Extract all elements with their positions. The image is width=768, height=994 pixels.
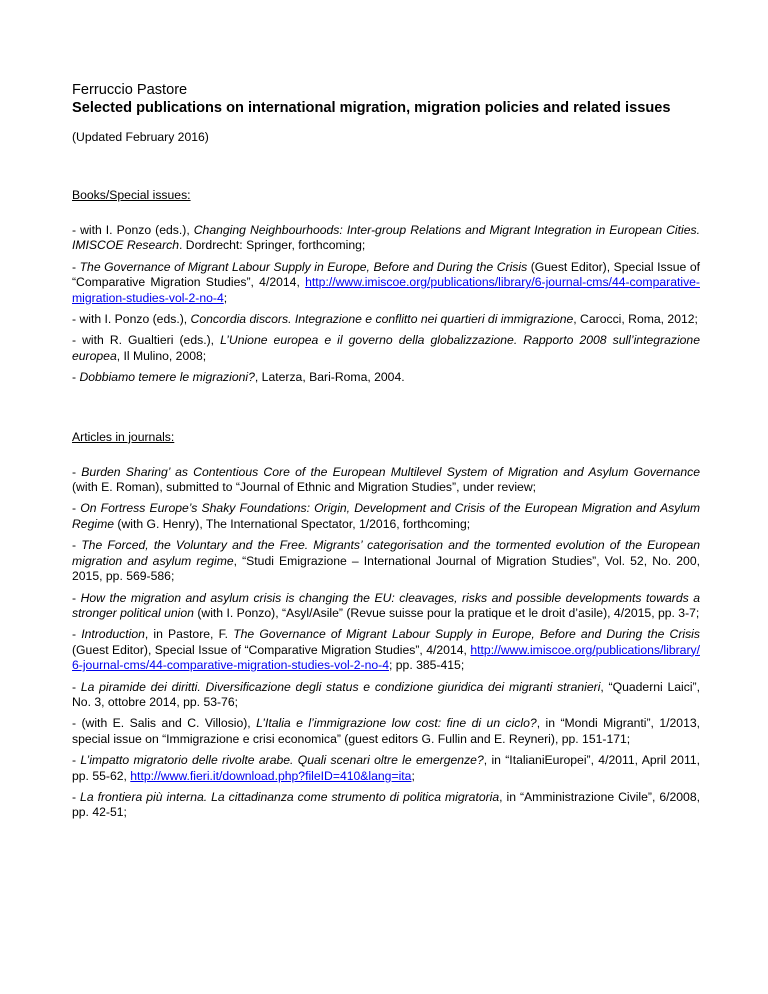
publication-title: On Fortress Europe’s Shaky Foundations: Origin, Development and Crisis of the European Migration and Asylum Regime [72,501,700,531]
section-heading-articles: Articles in journals: [72,429,175,444]
publication-text: - (with E. Salis and C. Villosio), [72,716,257,731]
publication-title: L’Unione europea e il governo della globalizzazione. Rapporto 2008 sull’integrazione europea [72,333,700,363]
publication-title: The Governance of Migrant Labour Supply in Europe, Before and During the Crisis [233,627,700,642]
publication-text: (Guest Editor), Special Issue of “Comparative Migration Studies”, 4/2014, [72,642,471,657]
publication-text: , Il Mulino, 2008; [116,348,207,363]
publication-link[interactable]: http://www.imiscoe.org/publications/library/6-journal-cms/44-comparative-migration-studies-vol-2-no-4 [72,275,700,305]
publication-link[interactable]: http://www.imiscoe.org/publications/library/6-journal-cms/44-comparative-migration-studies-vol-2-no-4 [72,642,700,673]
publication-title: La frontiera più interna. La cittadinanza come strumento di politica migratoria [80,789,500,804]
publication-text: - with R. Gualtieri (eds.), [72,333,221,348]
publication-entry [72,716,700,747]
update-note: (Updated February 2016) [72,130,209,144]
publication-text: - with I. Ponzo (eds.), [72,223,194,237]
publication-entry [72,538,700,584]
publication-text: , in “ItalianiEuropei”, 4/2011, April 2011, pp. 55-62, [72,753,700,783]
publication-entry [72,465,700,496]
publication-text: , Laterza, Bari-Roma, 2004. [254,370,405,385]
publication-text: . Dordrecht: Springer, forthcoming; [179,238,366,253]
publication-text: - [72,501,81,516]
publication-entry [72,627,700,673]
publication-text: ; [223,290,228,305]
publication-text: - [72,464,82,479]
publication-text: , “Quaderni Laici”, No. 3, ottobre 2014, pp. 53-76; [72,679,700,709]
publication-text: - [72,259,80,274]
publication-entry [72,333,700,364]
publication-text: (Guest Editor), Special Issue of “Comparative Migration Studies”, 4/2014, [72,259,700,290]
publication-entry [72,501,700,532]
publication-entry [72,790,700,821]
publication-entry [72,260,700,306]
publication-entry [72,312,700,327]
publication-text: (with G. Henry), The International Spectator, 1/2016, forthcoming; [114,516,471,531]
publication-text: - [72,679,81,694]
author-name: Ferruccio Pastore [72,82,188,98]
publication-text: , Carocci, Roma, 2012; [573,312,698,327]
publication-text: - [72,538,82,553]
publication-text: - [72,370,80,385]
publication-title: Burden Sharing’ as Contentious Core of the European Multilevel System of Migration and Asylum Governance [81,464,700,479]
publication-text: (with E. Roman), submitted to “Journal of Ethnic and Migration Studies”, under review; [72,480,537,495]
publication-entry [72,370,700,385]
publication-entry [72,753,700,784]
publication-text: , in Pastore, F. [144,627,234,642]
publication-title: Concordia discors. Integrazione e conflitto nei quartieri di immigrazione [190,312,574,327]
publication-text: - [72,590,81,605]
publication-title: Changing Neighbourhoods: Inter-group Relations and Migrant Integration in European Cities. IMISCOE Research [72,223,700,253]
publication-text: - [72,789,81,804]
publication-text: - [72,753,81,768]
articles-list [72,465,700,821]
publication-link[interactable]: http://www.fieri.it/download.php?fileID=410&lang=ita [130,768,412,783]
publication-text: ; pp. 385-415; [389,658,465,673]
publication-title: La piramide dei diritti. Diversificazione degli status e condizione giuridica dei migranti stranieri [80,679,601,694]
publication-entry [72,223,700,254]
publication-title: Introduction [81,627,145,642]
publication-text: - with I. Ponzo (eds.), [72,312,191,327]
publication-text: , in “Amministrazione Civile”, 6/2008, pp. 42-51; [72,789,700,820]
books-list [72,223,700,386]
document-title: Selected publications on international migration, migration policies and related issues [72,100,671,116]
document-page [72,81,700,827]
publication-title: How the migration and asylum crisis is changing the EU: cleavages, risks and possible developments towards a stronger political union [72,590,700,620]
section-heading-books: Books/Special issues: [72,188,191,202]
publication-title: Dobbiamo temere le migrazioni? [79,370,255,385]
publication-entry [72,680,700,711]
publication-title: L’Italia e l’immigrazione low cost: fine di un ciclo? [256,716,537,731]
publication-text: - [72,627,82,642]
publication-entry [72,591,700,622]
publication-text: (with I. Ponzo), “Asyl/Asile” (Revue suisse pour la pratique et le droit d’asile), 4/2015, pp. 3-7; [193,605,700,620]
publication-title: The Governance of Migrant Labour Supply in Europe, Before and During the Crisis [79,259,528,274]
publication-title: The Forced, the Voluntary and the Free. Migrants’ categorisation and the tormented evolution of the European migration and asylum regime [72,538,700,568]
publication-text: , “Studi Emigrazione – International Journal of Migration Studies”, Vol. 52, No. 200, 2015, pp. 569-586; [72,553,700,584]
publication-text: ; [411,768,415,783]
publication-text: , in “Mondi Migranti”, 1/2013, special issue on “Immigrazione e crisi economica” (guest editors G. Fullin and E. Reyneri), pp. 151-171; [72,716,701,746]
publication-title: L’impatto migratorio delle rivolte arabe. Quali scenari oltre le emergenze? [80,753,484,768]
